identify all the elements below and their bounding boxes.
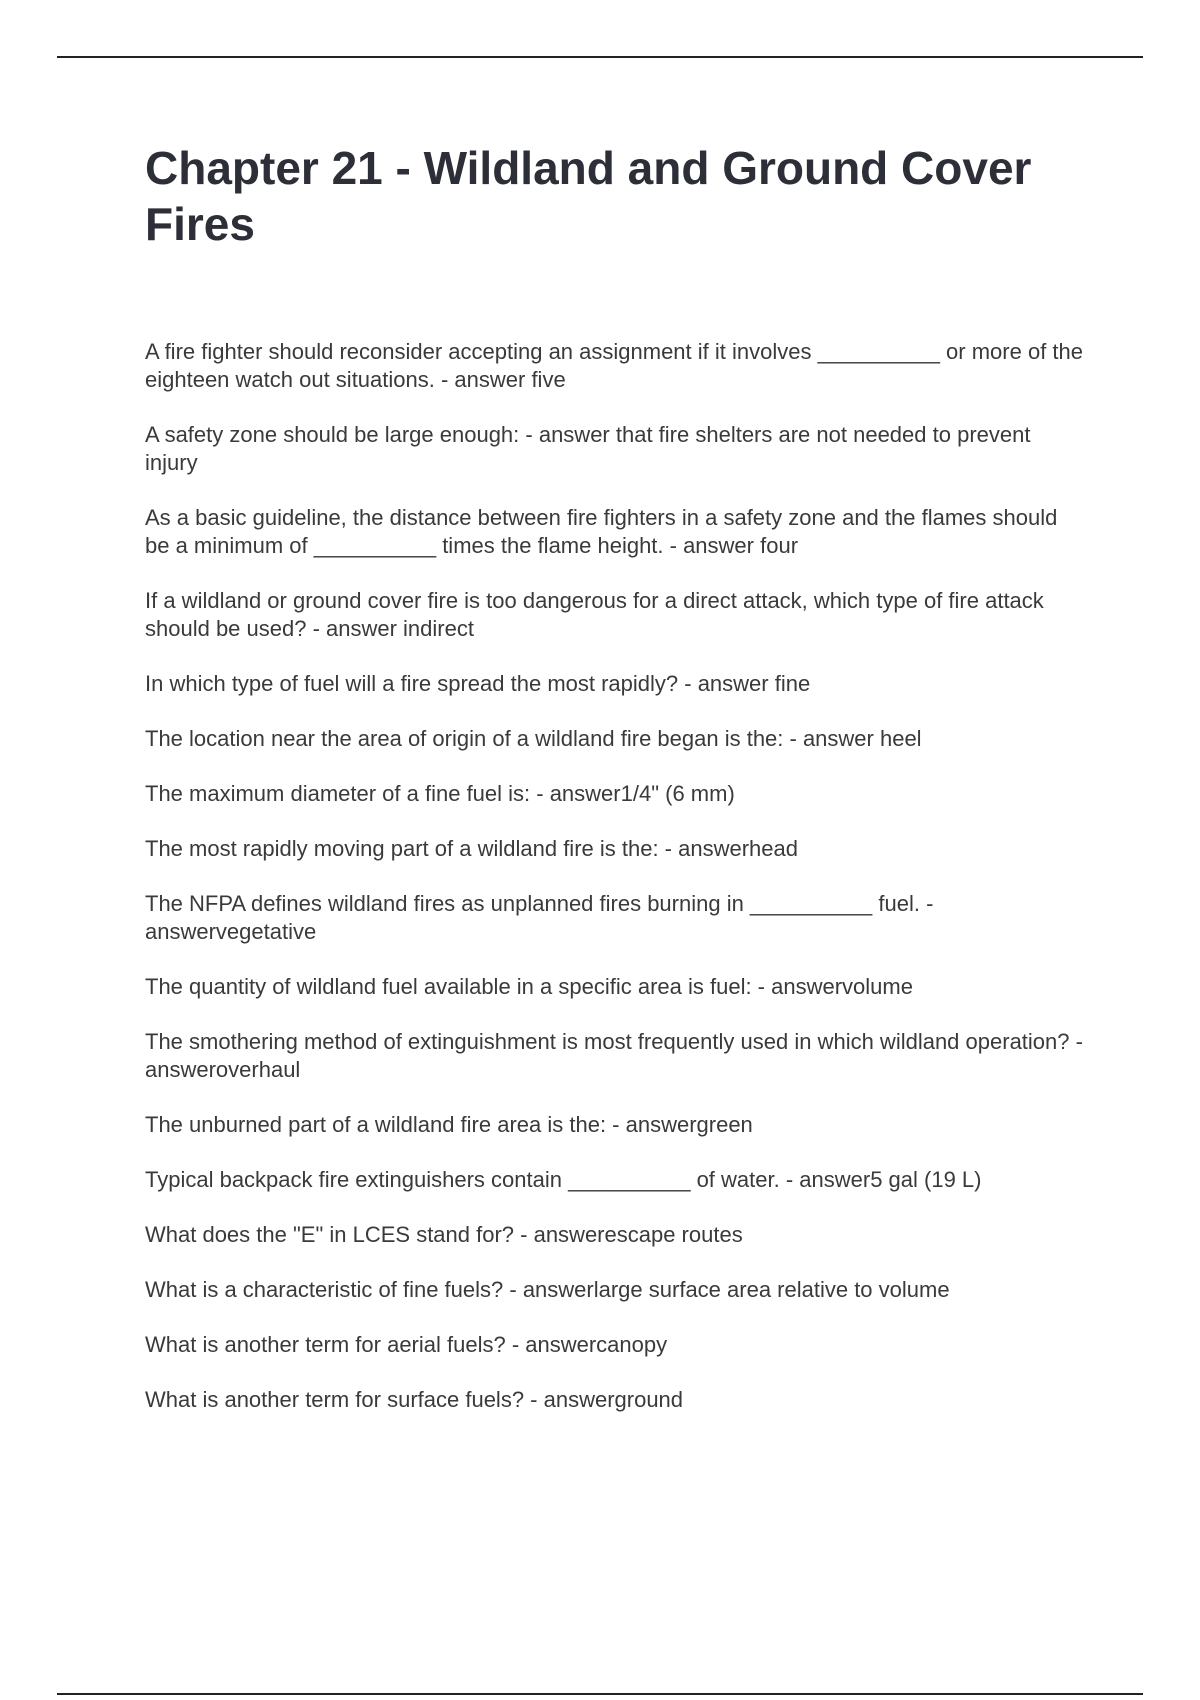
qa-list xyxy=(145,338,1085,1414)
page-title: Chapter 21 - Wildland and Ground Cover Fires xyxy=(145,142,1032,250)
qa-item: As a basic guideline, the distance between fire fighters in a safety zone and the flames should be a minimum of __________ times the flame height. - answer four xyxy=(145,505,1058,558)
qa-item: What is a characteristic of fine fuels? - answerlarge surface area relative to volume xyxy=(145,1277,950,1302)
qa-item: The quantity of wildland fuel available in a specific area is fuel: - answervolume xyxy=(145,974,913,999)
qa-item: The NFPA defines wildland fires as unplanned fires burning in __________ fuel. - answervegetative xyxy=(145,891,934,944)
qa-item: Typical backpack fire extinguishers contain __________ of water. - answer5 gal (19 L) xyxy=(145,1167,982,1192)
top-divider xyxy=(57,56,1143,58)
qa-item: In which type of fuel will a fire spread the most rapidly? - answer fine xyxy=(145,671,811,696)
qa-item: The maximum diameter of a fine fuel is: - answer1/4" (6 mm) xyxy=(145,781,735,806)
qa-item: The location near the area of origin of a wildland fire began is the: - answer heel xyxy=(145,726,922,751)
qa-item: What is another term for aerial fuels? - answercanopy xyxy=(145,1332,668,1357)
qa-item: What is another term for surface fuels? - answerground xyxy=(145,1387,684,1412)
qa-item: The most rapidly moving part of a wildland fire is the: - answerhead xyxy=(145,836,798,861)
qa-item: A fire fighter should reconsider accepting an assignment if it involves __________ or more of the eighteen watch out situations. - answer five xyxy=(145,339,1083,392)
qa-item: The smothering method of extinguishment is most frequently used in which wildland operation? - answeroverhaul xyxy=(145,1029,1083,1082)
qa-item: The unburned part of a wildland fire area is the: - answergreen xyxy=(145,1112,753,1137)
qa-item: A safety zone should be large enough: - answer that fire shelters are not needed to prevent injury xyxy=(145,422,1031,475)
qa-item: What does the "E" in LCES stand for? - answerescape routes xyxy=(145,1222,743,1247)
qa-item: If a wildland or ground cover fire is too dangerous for a direct attack, which type of fire attack should be used? - answer indirect xyxy=(145,588,1044,641)
document-body xyxy=(145,140,1085,1441)
bottom-divider xyxy=(57,1693,1143,1695)
